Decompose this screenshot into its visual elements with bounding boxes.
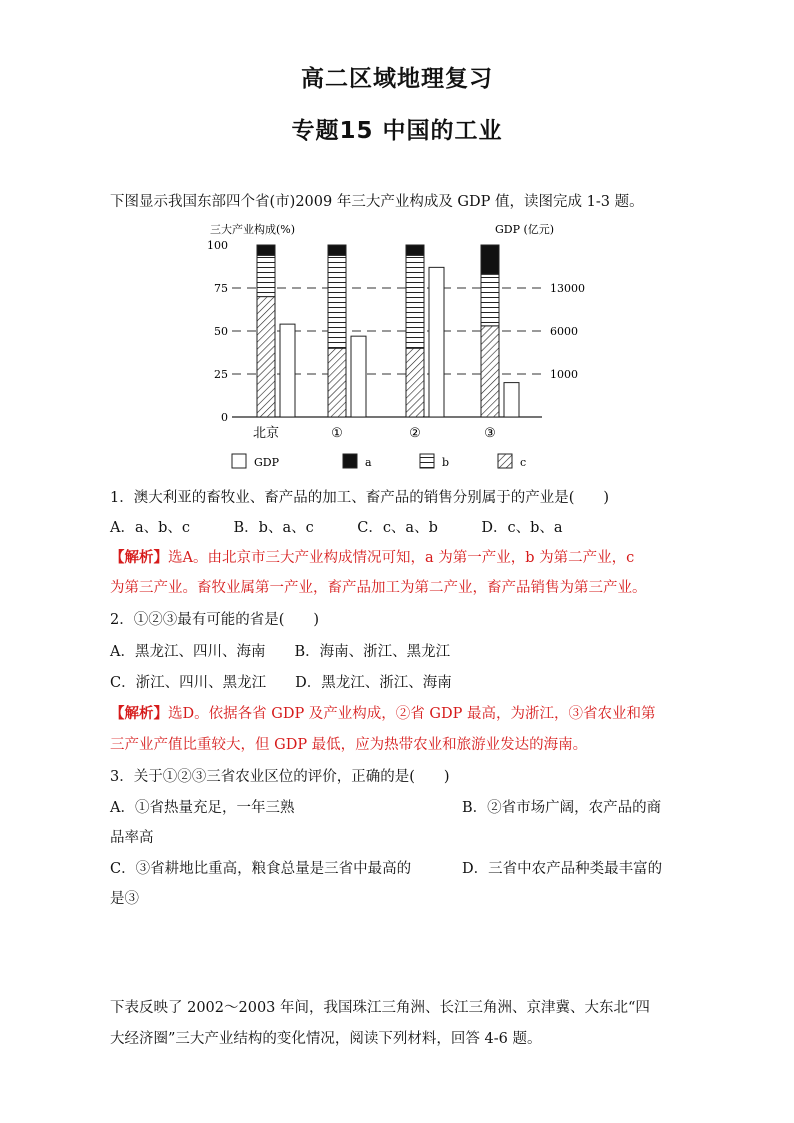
legend-label: GDP bbox=[254, 456, 280, 469]
legend-swatch bbox=[420, 454, 434, 468]
bar-segment-c bbox=[406, 348, 424, 417]
legend-label: c bbox=[520, 456, 527, 469]
q1-answer-line1 bbox=[110, 546, 634, 567]
q3-stem: 3．关于①②③三省农业区位的评价，正确的是( ) bbox=[110, 769, 450, 785]
legend-label: b bbox=[442, 456, 450, 469]
q1-answer-text: 选A。由北京市三大产业构成情况可知，a 为第一产业，b 为第二产业，c bbox=[168, 550, 635, 566]
left-tick-label: 75 bbox=[214, 282, 228, 295]
q3-option-c: C．③省耕地比重高，粮食总量是三省中最高的 bbox=[110, 861, 412, 877]
left-tick-label: 50 bbox=[214, 325, 228, 338]
right-axis-label: GDP (亿元) bbox=[495, 223, 555, 236]
category-label: ③ bbox=[484, 426, 496, 441]
page-subtitle: 专题15 中国的工业 bbox=[291, 118, 503, 144]
q3-option-b: B．②省市场广阔，农产品的商 bbox=[462, 800, 662, 816]
bar-gdp bbox=[504, 383, 519, 417]
left-axis-label: 三大产业构成(%) bbox=[210, 223, 296, 236]
left-tick-label: 25 bbox=[214, 368, 228, 381]
bar-segment-c bbox=[257, 297, 275, 417]
left-tick-label: 100 bbox=[207, 239, 228, 252]
bar-segment-c bbox=[481, 326, 499, 417]
intro-text-2-line1: 下表反映了 2002～2003 年间，我国珠江三角洲、长江三角洲、京津冀、大东北“四 bbox=[110, 1000, 650, 1016]
legend-swatch bbox=[498, 454, 512, 468]
q2-answer-line1 bbox=[110, 702, 656, 723]
category-label: 北京 bbox=[252, 426, 280, 441]
q3-option-d: D．三省中农产品种类最丰富的 bbox=[462, 861, 663, 877]
bar-segment-a bbox=[406, 245, 424, 255]
q2-options-cd: C．浙江、四川、黑龙江 D．黑龙江、浙江、海南 bbox=[110, 675, 452, 691]
q2-stem: 2．①②③最有可能的省是( ) bbox=[110, 612, 320, 628]
page-title: 高二区域地理复习 bbox=[301, 66, 493, 92]
left-tick-label: 0 bbox=[221, 411, 228, 424]
bar-gdp bbox=[429, 267, 444, 417]
bar-segment-b bbox=[257, 255, 275, 296]
intro-text-2-line2: 大经济圈”三大产业结构的变化情况，阅读下列材料，回答 4-6 题。 bbox=[110, 1031, 542, 1047]
industry-structure-chart bbox=[200, 215, 590, 480]
legend-label: a bbox=[365, 456, 372, 469]
q2-answer-line2: 三产业产值比重较大，但 GDP 最低，应为热带农业和旅游业发达的海南。 bbox=[110, 737, 588, 753]
bar-segment-b bbox=[481, 274, 499, 326]
q2-answer-text: 选D。依据各省 GDP 及产业构成，②省 GDP 最高，为浙江，③省农业和第 bbox=[168, 706, 656, 722]
intro-text-1: 下图显示我国东部四个省(市)2009 年三大产业构成及 GDP 值，读图完成 1-3 题。 bbox=[110, 194, 644, 210]
legend-swatch bbox=[343, 454, 357, 468]
right-tick-label: 13000 bbox=[550, 282, 585, 295]
right-tick-label: 6000 bbox=[550, 325, 578, 338]
right-tick-label: 1000 bbox=[550, 368, 578, 381]
q3-option-b-cont: 品率高 bbox=[110, 830, 154, 846]
q2-answer-tag: 【解析】 bbox=[110, 705, 168, 722]
bar-segment-b bbox=[328, 255, 346, 348]
bar-segment-a bbox=[257, 245, 275, 255]
bar-gdp bbox=[351, 336, 366, 417]
q3-option-a: A．①省热量充足，一年三熟 bbox=[110, 800, 295, 816]
category-label: ① bbox=[331, 426, 343, 441]
bar-segment-a bbox=[481, 245, 499, 274]
bar-gdp bbox=[280, 324, 295, 417]
q1-answer-line2: 为第三产业。畜牧业属第一产业，畜产品加工为第二产业，畜产品销售为第三产业。 bbox=[110, 580, 647, 596]
bar-segment-b bbox=[406, 255, 424, 348]
q3-option-d-cont: 是③ bbox=[110, 891, 139, 907]
bar-segment-c bbox=[328, 348, 346, 417]
category-label: ② bbox=[409, 426, 421, 441]
legend-swatch bbox=[232, 454, 246, 468]
q1-options: A．a、b、c B．b、a、c C．c、a、b D．c、b、a bbox=[110, 520, 563, 536]
q1-stem: 1．澳大利亚的畜牧业、畜产品的加工、畜产品的销售分别属于的产业是( ) bbox=[110, 490, 610, 506]
q1-answer-tag: 【解析】 bbox=[110, 549, 168, 566]
q2-options-ab: A．黑龙江、四川、海南 B．海南、浙江、黑龙江 bbox=[110, 644, 451, 660]
bar-segment-a bbox=[328, 245, 346, 255]
